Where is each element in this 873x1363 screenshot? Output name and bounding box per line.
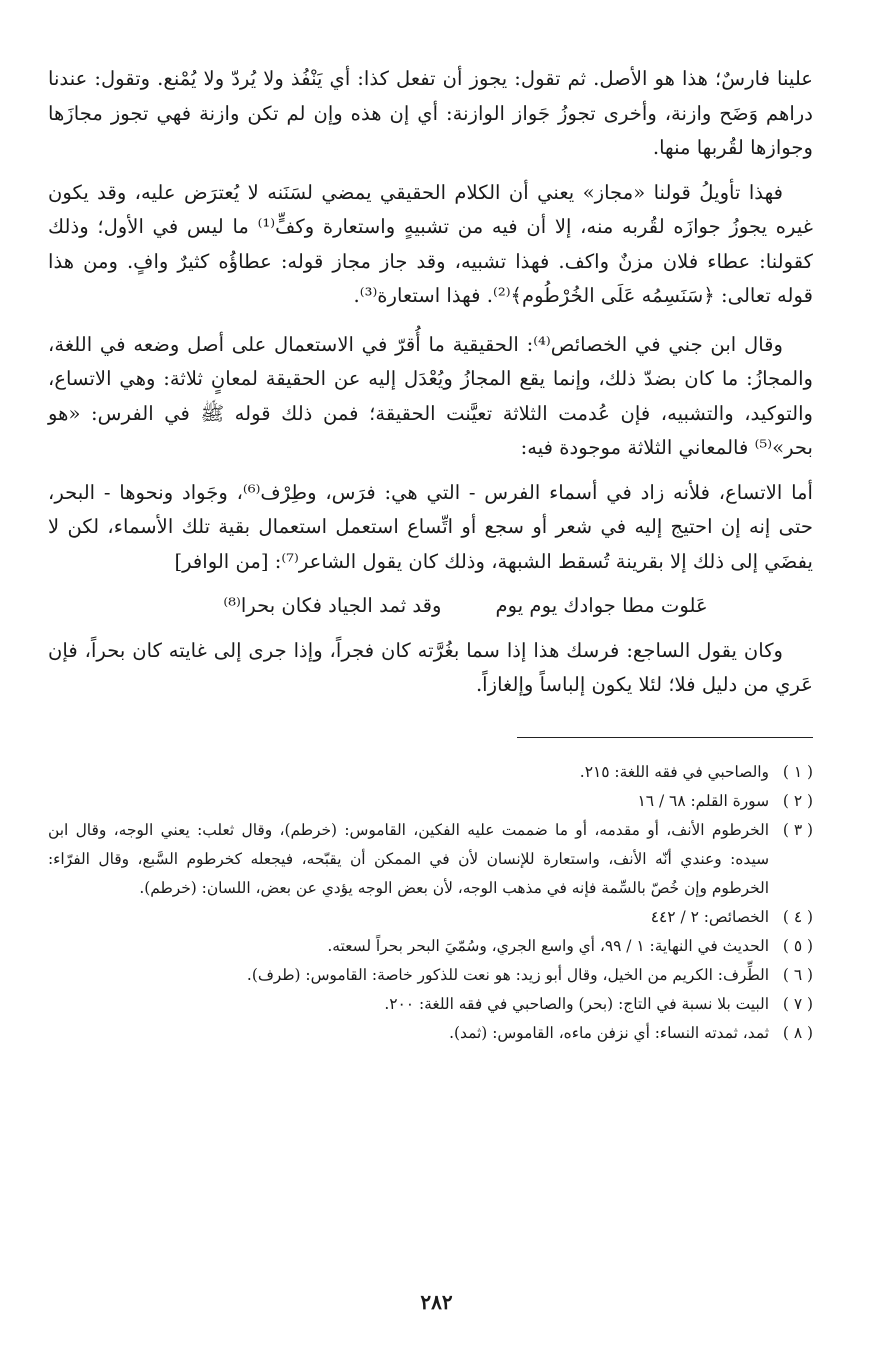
footnote-text: ثمد، ثمدته النساء: أي نزفن ماءه، القاموس: (ثمد). [449,1023,769,1042]
paragraph-2: فهذا تأويلُ قولنا «مجاز» يعني أن الكلام الحقيقي يمضي لسَنَنه لا يُعترَض عليه، وقد يكون غيره يجوزُ جوازَه لقُربه منه، إلا أن فيه من تشبيهٍ واستعارة وكفٍّ⁽¹⁾ ما ليس في الأول؛ وذلك كقولنا: عطاء فلان مزنٌ واكف. فهذا تشبيه، وقد جاز مجاز قوله: عطاؤُه كثيرٌ وافٍ. ومن هذا قوله تعالى: ﴿سَنَسِمُه عَلَى الخُرْطُوم﴾⁽²⁾. فهذا استعارة⁽³⁾. [48,180,814,307]
main-text [48,62,813,703]
footnote-text: والصاحبي في فقه اللغة: ٢١٥. [579,762,769,781]
paragraph-1: علينا فارسٌ؛ هذا هو الأصل. ثم تقول: يجوز أن تفعل كذا: أي يَنْفُذ ولا يُردّ ولا يُمْنع. وتقول: عندنا دراهم وَضَح وازنة، وأخرى تجوزُ جَواز الوازنة: أي إن هذه وإن لم تكن وازنة فهي تجوز مجازَها وجوازها لقُربها منها. [48,67,813,159]
page-number: ٢٨٢ [420,1290,453,1314]
footnote-text: الخصائص: ٢ / ٤٤٢ [650,907,769,926]
footnote [48,961,813,990]
footnote-number: ( ٢ ) [782,791,813,810]
footnote-number: ( ٣ ) [782,820,813,839]
footnote-number: ( ٦ ) [782,965,813,984]
footnote [48,903,813,932]
footnotes [48,758,813,1048]
poetry-verse [48,589,813,624]
footnote [48,758,813,787]
verse-first-hemistich: عَلوت مطا جوادك يوم يوم [495,594,708,617]
footnote [48,932,813,961]
footnote [48,1019,813,1048]
footnote-number: ( ٨ ) [782,1023,813,1042]
footnote-divider [517,737,813,738]
footnote [48,990,813,1019]
footnote-text: الحديث في النهاية: ١ / ٩٩، أي واسع الجري، وسُمّيَ البحر بحراً لسعته. [327,936,769,955]
verse-second-hemistich: وقد ثمد الجياد فكان بحرا⁽⁸⁾ [223,594,442,617]
footnote-number: ( ٤ ) [782,907,813,926]
paragraph-3: وقال ابن جني في الخصائص⁽⁴⁾: الحقيقية ما أُقرّ في الاستعمال على أصل وضعه في اللغة، والمجازُ: ما كان بضدّ ذلك، وإنما يقع المجازُ ويُعْدَل إليه عن الحقيقة لمعانٍ ثلاثة: وهي الاتساع، والتوكيد، والتشبيه، فإن عُدمت الثلاثة تعيَّنت الحقيقة؛ فمن ذلك قوله ﷺ في الفرس: «هو بحر»⁽⁵⁾ فالمعاني الثلاثة موجودة فيه: [48,332,813,459]
footnote [48,816,813,903]
footnote-number: ( ٥ ) [782,936,813,955]
footnote-text: سورة القلم: ٦٨ / ١٦ [637,791,769,810]
footnote-number: ( ١ ) [782,762,813,781]
book-page [48,62,813,1048]
footnote-text: الخرطوم الأنف، أو مقدمه، أو ما ضممت عليه الفكين، القاموس: (خرطم)، وقال ثعلب: يعني الوجه، وقال ابن سيده: وعندي أنّه الأنف، واستعارة للإنسان لأن في الممكن أن يقبّحه، فيجعله كخرطوم السَّبع، وقال الفرّاء: الخرطوم وإن خُصّ بالسِّمة فإنه في مذهب الوجه، لأن بعض الوجه يؤدي عن بعض، اللسان: (خرطم). [48,820,769,897]
paragraph-4: أما الاتساع، فلأنه زاد في أسماء الفرس - التي هي: فرَس، وطِرْف⁽⁶⁾، وجَواد ونحوها - البحر، حتى إنه إن احتيج إليه في شعر أو سجع أو اتِّساع استعمل استعمال بقية تلك الأسماء، لكن لا يفضَي إلى ذلك إلا بقرينة تُسقط الشبهة، وذلك كان يقول الشاعر⁽⁷⁾: [من الوافر] [48,480,813,573]
paragraph-5: وكان يقول الساجع: فرسك هذا إذا سما بغُرَّته كان فجراً، وإذا جرى إلى غايته كان بحراً، فإن عَري من دليل فلا؛ لئلا يكون إلباساً وإلغازاً. [48,638,813,696]
footnote-text: الطِّرف: الكريم من الخيل، وقال أبو زيد: هو نعت للذكور خاصة: القاموس: (طرف). [246,965,769,984]
footnote-text: البيت بلا نسبة في التاج: (بحر) والصاحبي في فقه اللغة: ٢٠٠. [384,994,769,1013]
footnote-number: ( ٧ ) [782,994,813,1013]
footnote [48,787,813,816]
